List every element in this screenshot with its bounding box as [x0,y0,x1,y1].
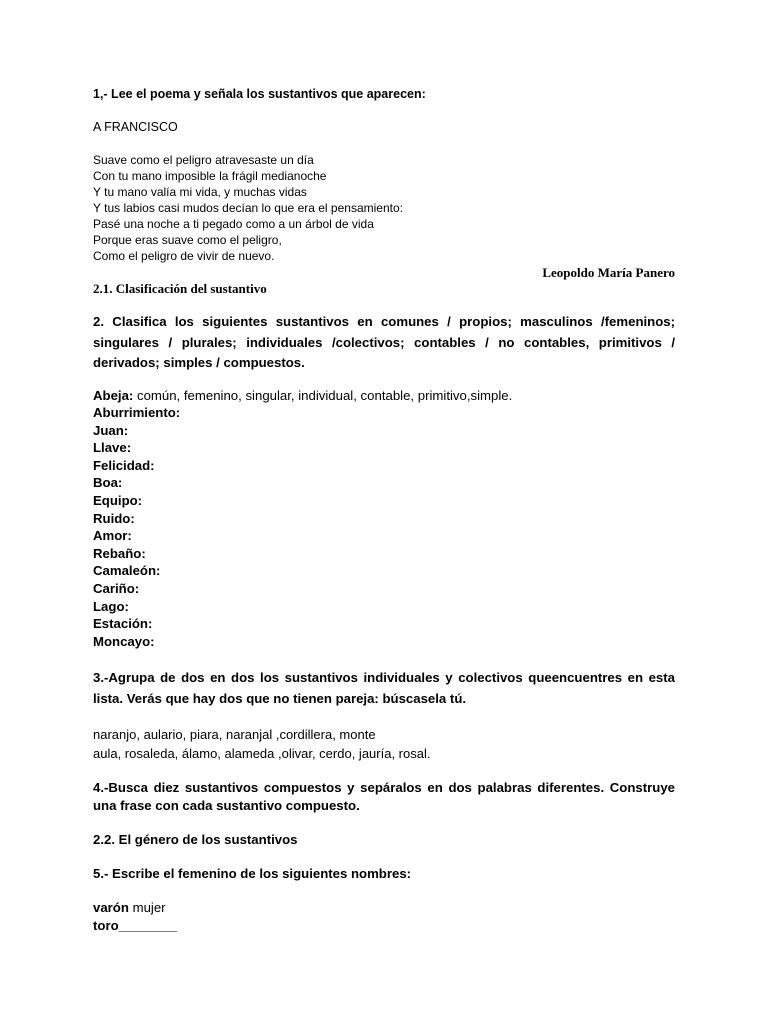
poem-author: Leopoldo María Panero [542,265,675,280]
pair-answer: mujer [128,900,166,916]
gender-pair [93,899,675,917]
noun-item [93,439,675,457]
noun-item [93,615,675,633]
noun-term: Amor: [93,528,132,544]
noun-term: Ruido: [93,510,135,526]
noun-item [93,510,675,528]
noun-classification: común, femenino, singular, individual, contable, primitivo,simple. [133,387,513,403]
pair-term: varón [93,900,129,916]
section-heading-2-1: 2.1. Clasificación del sustantivo [93,281,267,296]
noun-term: Moncayo: [93,633,155,649]
poem-line: Suave como el peligro atravesaste un día [93,153,314,167]
noun-term: Lago: [93,598,129,614]
noun-term: Juan: [93,422,129,438]
noun-term: Llave: [93,440,132,456]
gender-pair [93,917,675,935]
poem-line: Y tu mano valía mi vida, y muchas vidas [93,185,307,199]
pair-term: toro [93,918,119,933]
noun-item [93,492,675,510]
question-4: 4.-Busca diez sustantivos compuestos y sepáralos en dos palabras diferentes. Construye una frase con cada sustantivo compuesto. [93,780,675,814]
noun-group-list [93,725,675,763]
noun-term: Cariño: [93,581,140,597]
poem-line: Pasé una noche a ti pegado como a un árbol de vida [93,217,374,231]
noun-group-line: aula, rosaleda, álamo, alameda ,olivar, cerdo, jauría, rosal. [93,746,431,762]
noun-item [93,457,675,475]
noun-item [93,387,675,405]
poem-line: Y tus labios casi mudos decían lo que era el pensamiento: [93,201,403,215]
noun-list [93,387,675,651]
noun-term: Rebaño: [93,545,146,561]
noun-item [93,404,675,422]
noun-term: Boa: [93,475,123,491]
noun-term: Abeja: [93,387,134,403]
noun-group-line: naranjo, aulario, piara, naranjal ,cordillera, monte [93,727,376,743]
noun-term: Estación: [93,616,153,632]
section-heading-2-2: 2.2. El género de los sustantivos [93,832,298,848]
question-5: 5.- Escribe el femenino de los siguientes nombres: [93,866,412,882]
poem-line: Como el peligro de vivir de nuevo. [93,249,275,263]
noun-item [93,580,675,598]
noun-item [93,562,675,580]
pair-blank: ________ [118,918,178,933]
noun-item [93,422,675,440]
noun-item [93,598,675,616]
noun-term: Camaleón: [93,563,161,579]
question-1: 1,- Lee el poema y señala los sustantivos que aparecen: [93,87,426,101]
poem [93,152,675,264]
noun-term: Equipo: [93,493,143,509]
poem-title: A FRANCISCO [93,120,178,134]
poem-line: Con tu mano imposible la frágil medianoche [93,169,327,183]
worksheet-page [93,86,675,935]
question-3: 3.-Agrupa de dos en dos los sustantivos individuales y colectivos queencuentres en esta lista. Verás que hay dos que no tienen pareja: búscasela tú. [93,670,675,706]
noun-item [93,545,675,563]
question-2: 2. Clasifica los siguientes sustantivos en comunes / propios; masculinos /femeninos; singulares / plurales; individuales /colectivos; contables / no contables, primitivos / derivados; simples / compuestos. [93,314,675,370]
noun-item [93,633,675,651]
noun-term: Aburrimiento: [93,405,181,421]
noun-term: Felicidad: [93,457,155,473]
poem-line: Porque eras suave como el peligro, [93,233,282,247]
gender-pairs [93,899,675,934]
noun-item [93,474,675,492]
noun-item [93,527,675,545]
